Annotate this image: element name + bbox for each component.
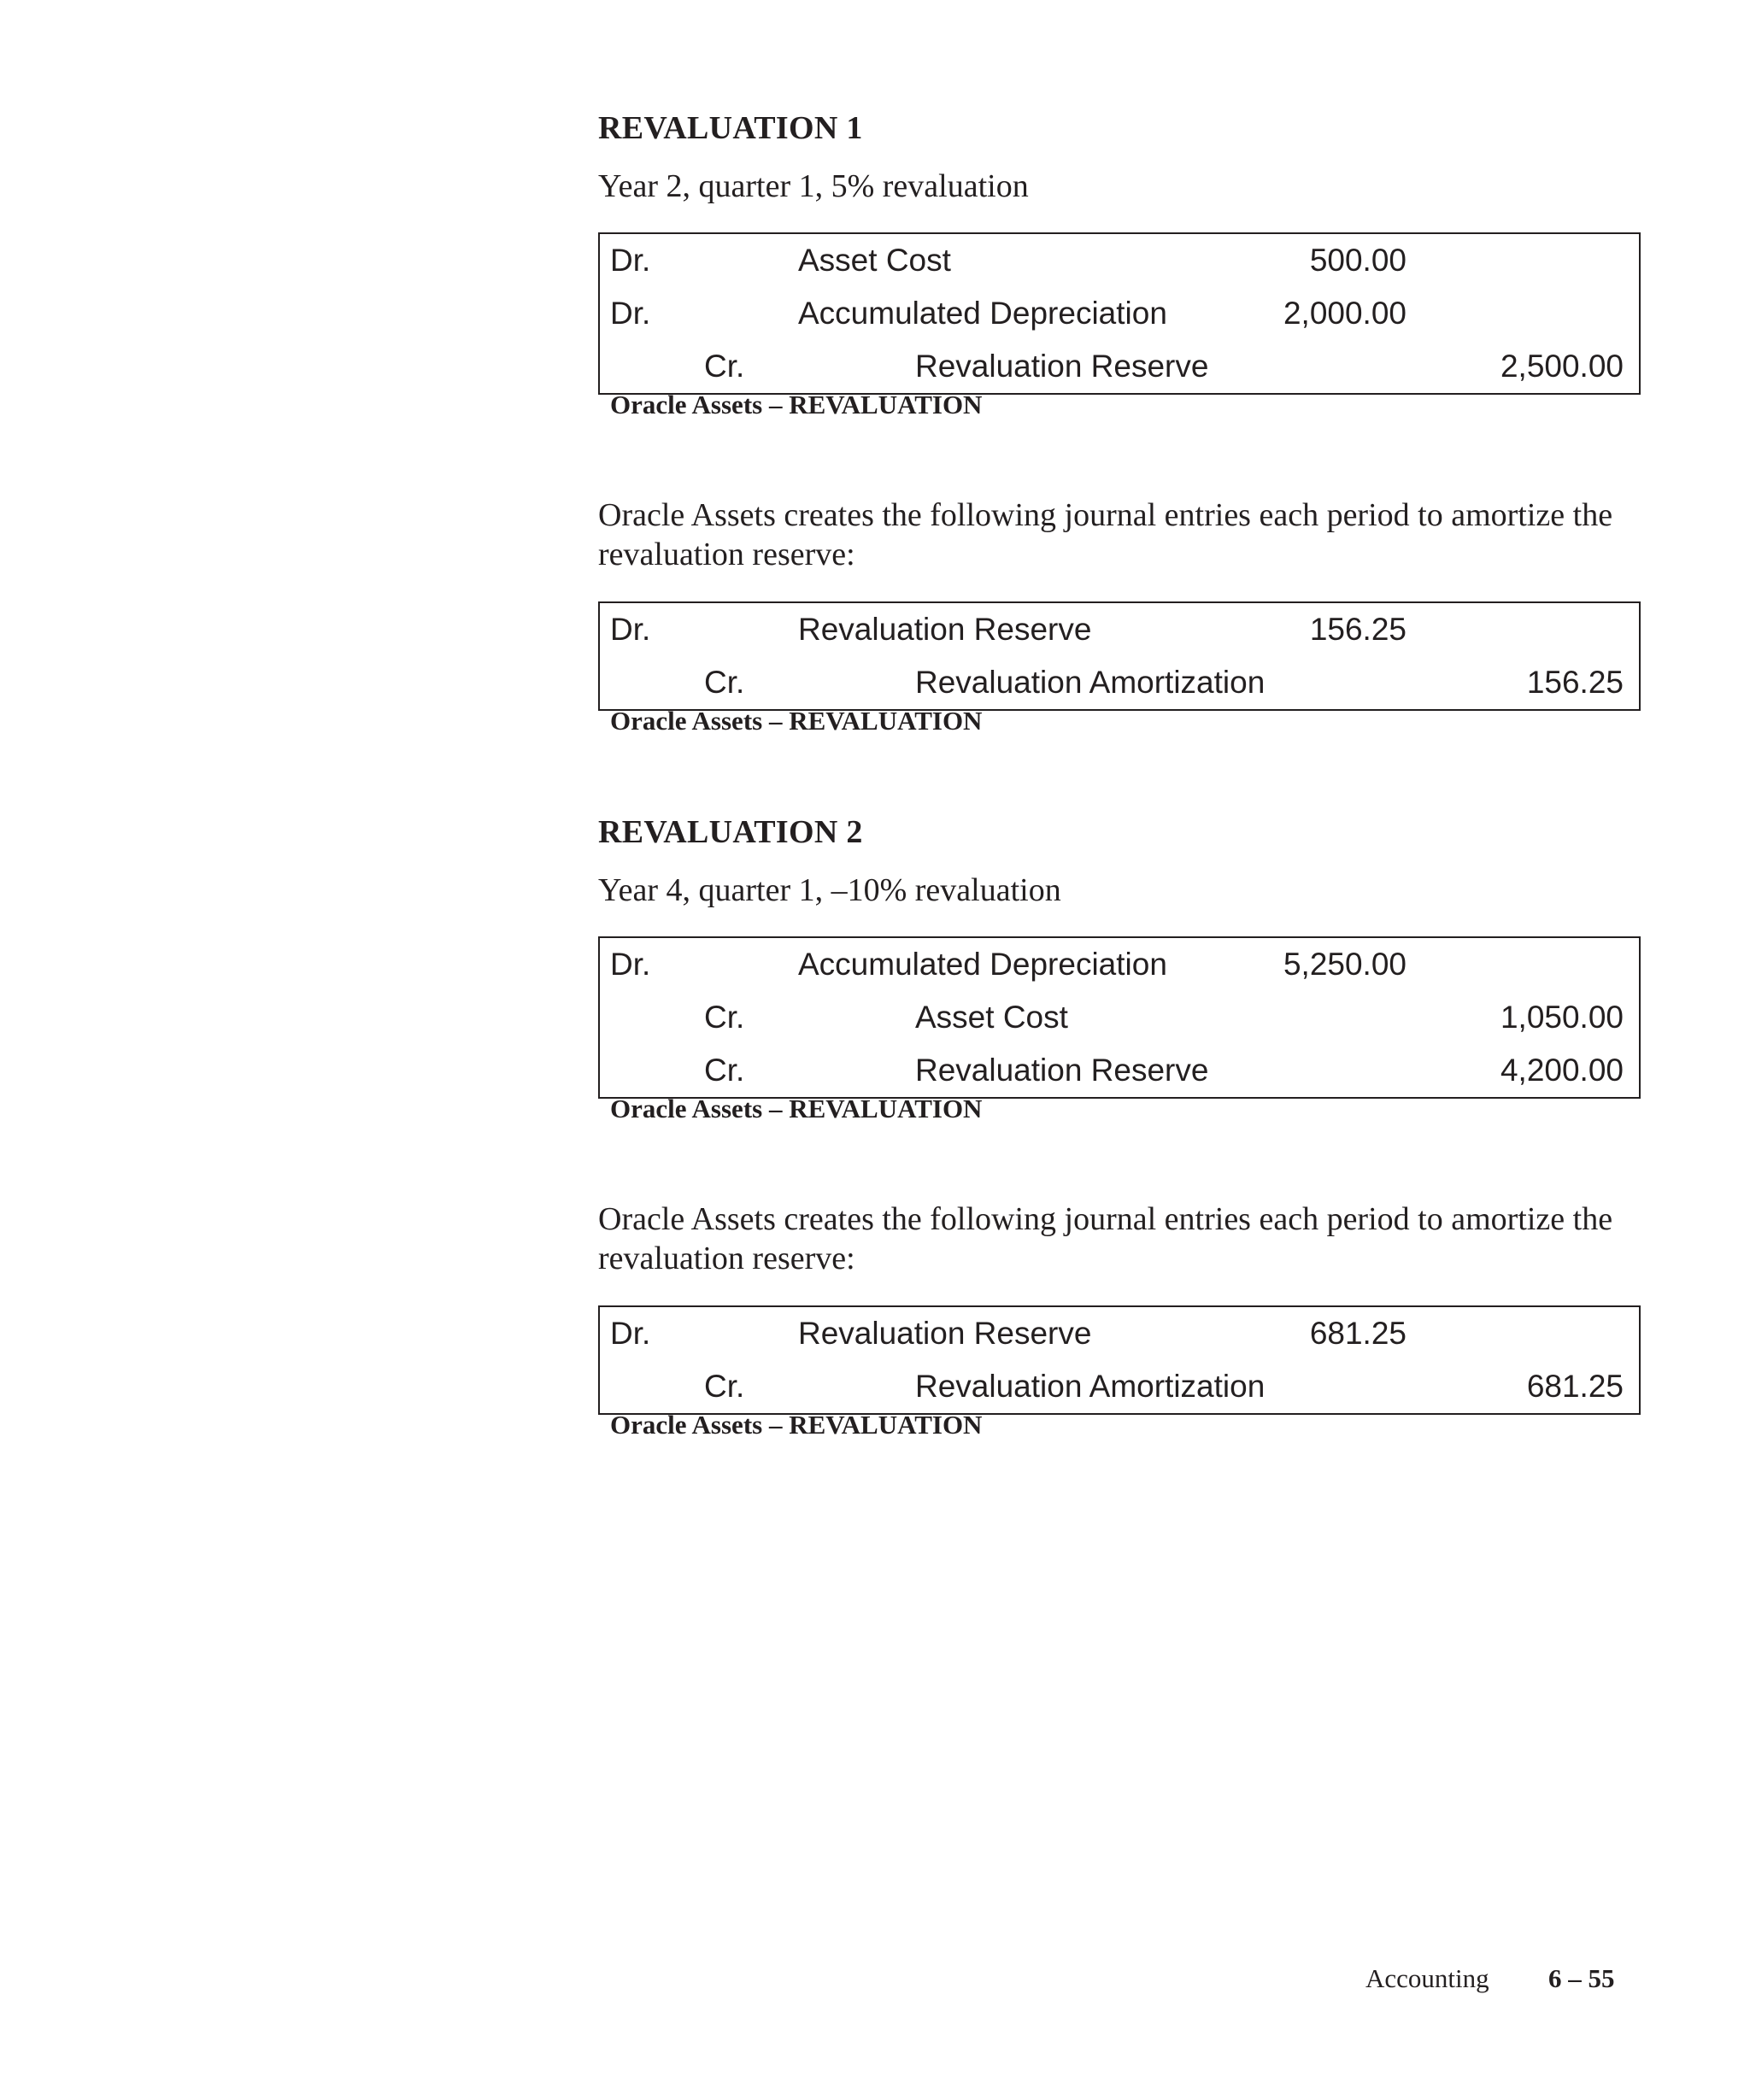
amortization-description: Oracle Assets creates the following journal entries each period to amortize the revaluation reserve: [598,1201,1613,1276]
entry-side: Dr. [610,612,651,647]
entry-debit: 5,250.00 [1283,947,1406,982]
journal-entry-row [600,1360,1639,1413]
table-caption: Oracle Assets – REVALUATION [610,390,983,419]
entry-account: Revaluation Reserve [798,612,1092,647]
entry-side: Dr. [610,947,651,982]
entry-side: Cr. [704,1053,745,1088]
entry-debit: 2,000.00 [1283,296,1406,331]
journal-entry-row [600,991,1639,1044]
entry-credit: 2,500.00 [1500,349,1624,384]
revaluation-2-subtitle: Year 4, quarter 1, –10% revaluation [598,872,1061,908]
entry-credit: 681.25 [1526,1369,1624,1404]
footer-page-number: 6 – 55 [1548,1963,1615,1993]
journal-entry-row [600,938,1639,991]
entry-side: Cr. [704,1000,745,1035]
revaluation-1-heading: REVALUATION 1 [598,110,863,146]
journal-entry-table [598,936,1641,1099]
entry-side: Cr. [704,665,745,700]
journal-entry-row [600,1307,1639,1360]
entry-account: Asset Cost [915,1000,1068,1035]
amortization-entry-table [598,601,1641,711]
table-caption: Oracle Assets – REVALUATION [610,1410,983,1440]
entry-side: Cr. [704,349,745,384]
amortization-entry-table [598,1305,1641,1415]
entry-account: Accumulated Depreciation [798,296,1167,331]
entry-side: Cr. [704,1369,745,1404]
entry-side: Dr. [610,243,651,278]
entry-side: Dr. [610,296,651,331]
table-caption: Oracle Assets – REVALUATION [610,706,983,736]
amortization-description: Oracle Assets creates the following journal entries each period to amortize the revaluation reserve: [598,497,1613,572]
entry-debit: 156.25 [1309,612,1406,647]
journal-entry-row [600,287,1639,340]
entry-account: Revaluation Amortization [915,1369,1266,1404]
revaluation-1-subtitle: Year 2, quarter 1, 5% revaluation [598,168,1029,204]
journal-entry-row [600,603,1639,656]
table-caption: Oracle Assets – REVALUATION [610,1094,983,1123]
footer-section-name: Accounting [1365,1963,1489,1993]
journal-entry-row [600,234,1639,287]
entry-account: Revaluation Reserve [915,1053,1209,1088]
entry-account: Revaluation Amortization [915,665,1266,700]
entry-debit: 681.25 [1309,1316,1406,1351]
entry-credit: 4,200.00 [1500,1053,1624,1088]
journal-entry-table [598,232,1641,395]
revaluation-2-heading: REVALUATION 2 [598,814,863,850]
entry-debit: 500.00 [1309,243,1406,278]
journal-entry-row [600,1044,1639,1097]
journal-entry-row [600,656,1639,709]
entry-credit: 1,050.00 [1500,1000,1624,1035]
journal-entry-row [600,340,1639,393]
entry-account: Asset Cost [798,243,951,278]
entry-account: Accumulated Depreciation [798,947,1167,982]
entry-credit: 156.25 [1526,665,1624,700]
entry-account: Revaluation Reserve [798,1316,1092,1351]
entry-account: Revaluation Reserve [915,349,1209,384]
entry-side: Dr. [610,1316,651,1351]
